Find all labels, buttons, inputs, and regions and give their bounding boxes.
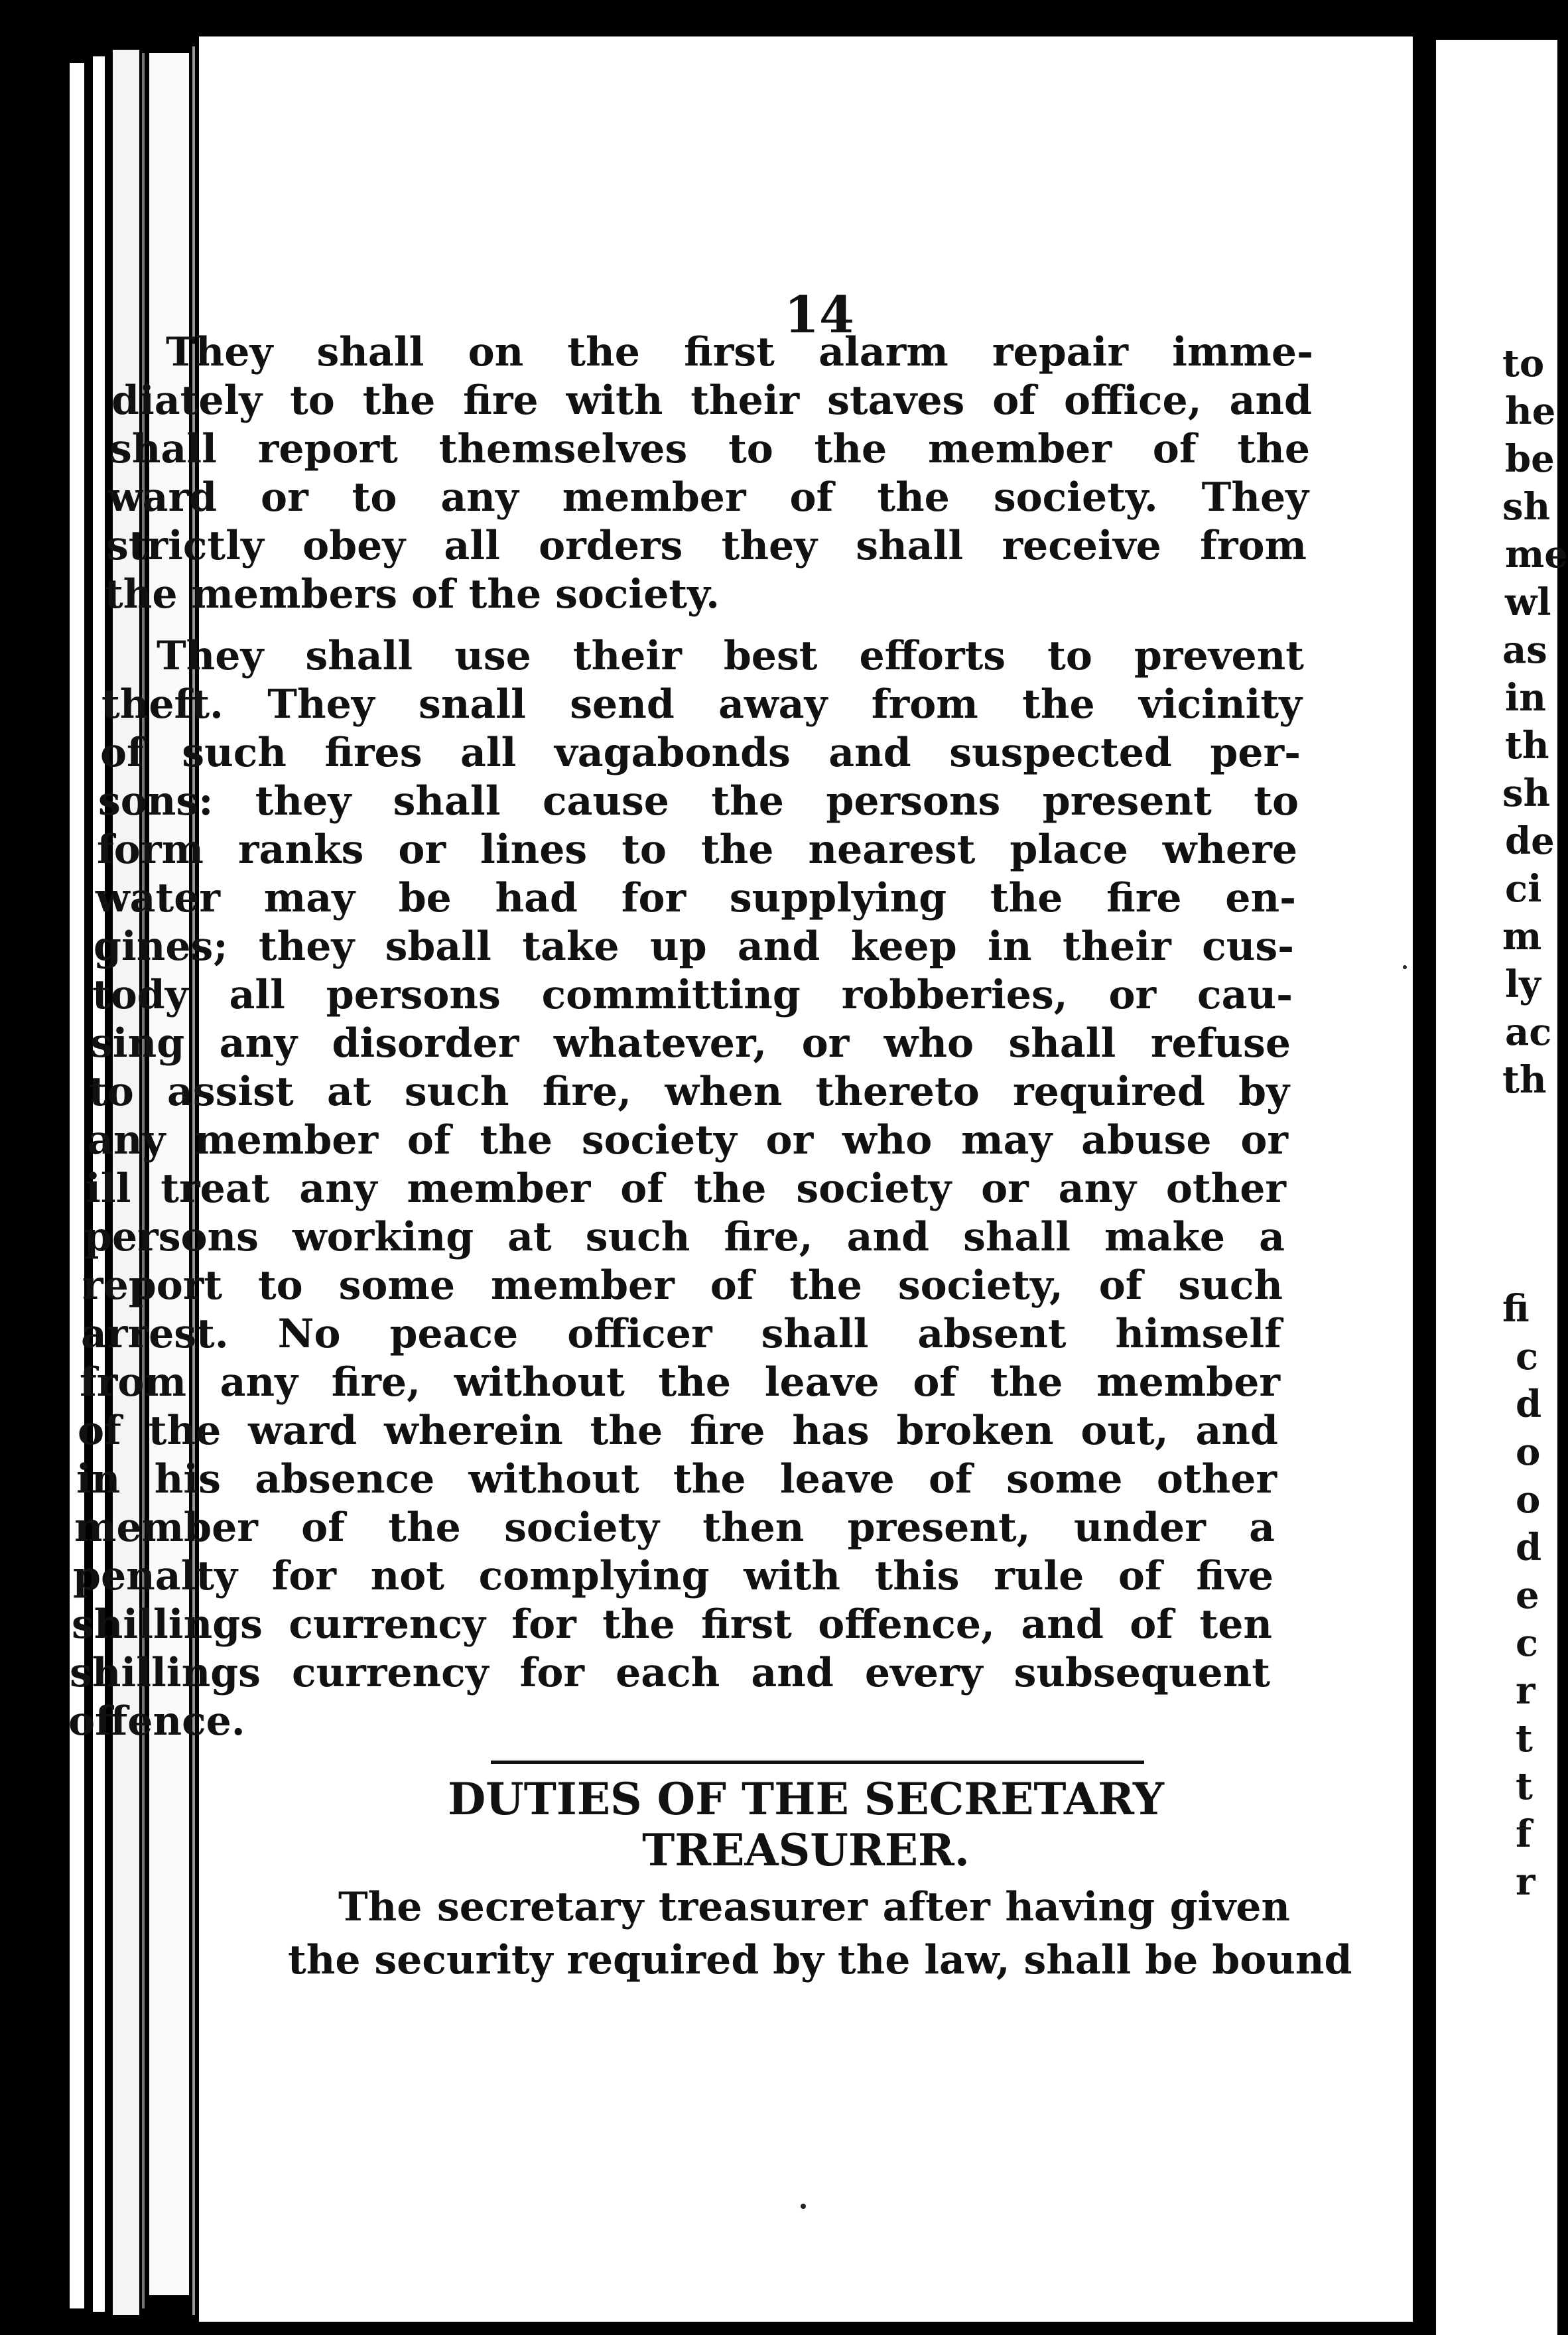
facing-text-fragment: as — [1502, 628, 1547, 672]
paragraph — [105, 328, 1313, 619]
ink-speck — [801, 2204, 806, 2209]
facing-text-fragment: sh — [1502, 485, 1551, 529]
text-line: ill treat any member of the society or any other — [86, 1166, 1286, 1212]
paragraph-gap — [113, 619, 1313, 632]
facing-text-fragment: o — [1516, 1478, 1541, 1522]
facing-text-fragment: t — [1516, 1717, 1533, 1761]
text-line: any member of the society or who may abuse or — [88, 1117, 1288, 1164]
text-line: to assist at such fire, when thereto required by — [89, 1069, 1289, 1115]
facing-text-fragment: d — [1516, 1526, 1542, 1569]
facing-text-fragment: r — [1516, 1669, 1535, 1713]
facing-text-fragment: sh — [1502, 771, 1551, 815]
facing-text-fragment: c — [1516, 1621, 1539, 1665]
facing-text-fragment: be — [1505, 437, 1555, 481]
facing-text-fragment: th — [1502, 1058, 1547, 1102]
text-line: They shall on the first alarm repair imme- — [166, 329, 1313, 375]
text-line: shall report themselves to the member of the — [109, 426, 1310, 472]
facing-text-fragment: th — [1505, 724, 1549, 767]
text-line: shillings currency for the first offence, and of ten — [72, 1601, 1272, 1648]
facing-text-fragment: to — [1502, 342, 1545, 385]
facing-text-fragment: he — [1505, 389, 1556, 433]
text-line: The secretary treasurer after having given — [338, 1884, 1290, 1930]
text-line: gines; they sball take up and keep in their cus- — [94, 923, 1294, 970]
text-line: member of the society then present, under a — [74, 1504, 1275, 1551]
text-line: offence. — [68, 1698, 245, 1745]
text-line: of such fires all vagabonds and suspected per- — [100, 730, 1301, 776]
facing-text-fragment: ly — [1505, 963, 1541, 1006]
facing-text-fragment: in — [1505, 676, 1546, 720]
text-line: theft. They snall send away from the vicinity — [101, 681, 1302, 728]
text-line: persons working at such fire, and shall make a — [84, 1214, 1285, 1260]
facing-text-fragment: fi — [1502, 1287, 1530, 1331]
facing-page — [1436, 40, 1568, 2335]
facing-text-fragment: t — [1516, 1765, 1533, 1808]
facing-text-fragment: ac — [1505, 1010, 1552, 1054]
paragraph — [68, 632, 1313, 1746]
facing-text-fragment: e — [1516, 1573, 1539, 1617]
text-line: from any fire, without the leave of the member — [80, 1359, 1280, 1406]
text-line: the members of the society. — [105, 571, 720, 618]
text-line: ward or to any member of the society. They — [108, 474, 1309, 521]
facing-text-fragment: f — [1516, 1812, 1532, 1856]
text-line: report to some member of the society, of such — [82, 1262, 1283, 1309]
text-line: shillings currency for each and every subsequent — [70, 1650, 1270, 1696]
text-line: tody all persons committing robberies, or cau- — [92, 972, 1293, 1018]
text-line: diately to the fire with their staves of office, and — [111, 377, 1312, 424]
book-edge — [70, 63, 84, 2308]
text-line: form ranks or lines to the nearest place where — [97, 827, 1297, 873]
facing-text-fragment: de — [1505, 819, 1555, 863]
section-rule — [491, 1761, 1144, 1764]
facing-text-fragment: d — [1516, 1382, 1542, 1426]
section-heading-continued: TREASURER. — [642, 1824, 970, 1876]
facing-text-fragment: r — [1516, 1860, 1535, 1904]
facing-text-fragment: ci — [1505, 867, 1542, 911]
facing-text-fragment: me — [1505, 533, 1568, 576]
text-line: the security required by the law, shall be bound — [288, 1937, 1352, 1983]
text-line: penalty for not complying with this rule of five — [73, 1553, 1274, 1599]
text-line: of the ward wherein the fire has broken out, and — [78, 1408, 1278, 1454]
text-line: in his absence without the leave of some other — [76, 1456, 1277, 1502]
page-body — [68, 328, 1313, 1746]
text-line: sons: they shall cause the persons present to — [98, 778, 1299, 825]
text-line: strictly obey all orders they shall receive from — [106, 523, 1307, 569]
ink-speck — [1403, 965, 1407, 969]
text-line: arrest. No peace officer shall absent himself — [81, 1311, 1281, 1357]
facing-text-fragment: m — [1502, 915, 1542, 959]
facing-text-fragment: c — [1516, 1335, 1539, 1378]
page-number: 14 — [784, 285, 854, 344]
section-heading: DUTIES OF THE SECRETARY — [447, 1773, 1165, 1825]
section-body — [288, 1881, 1352, 1987]
text-line: sing any disorder whatever, or who shall refuse — [90, 1020, 1291, 1067]
text-line: They shall use their best efforts to prevent — [157, 633, 1304, 679]
facing-text-fragment: wl — [1505, 580, 1551, 624]
facing-text-fragment: o — [1516, 1430, 1541, 1474]
text-line: water may be had for supplying the fire en- — [96, 875, 1296, 921]
